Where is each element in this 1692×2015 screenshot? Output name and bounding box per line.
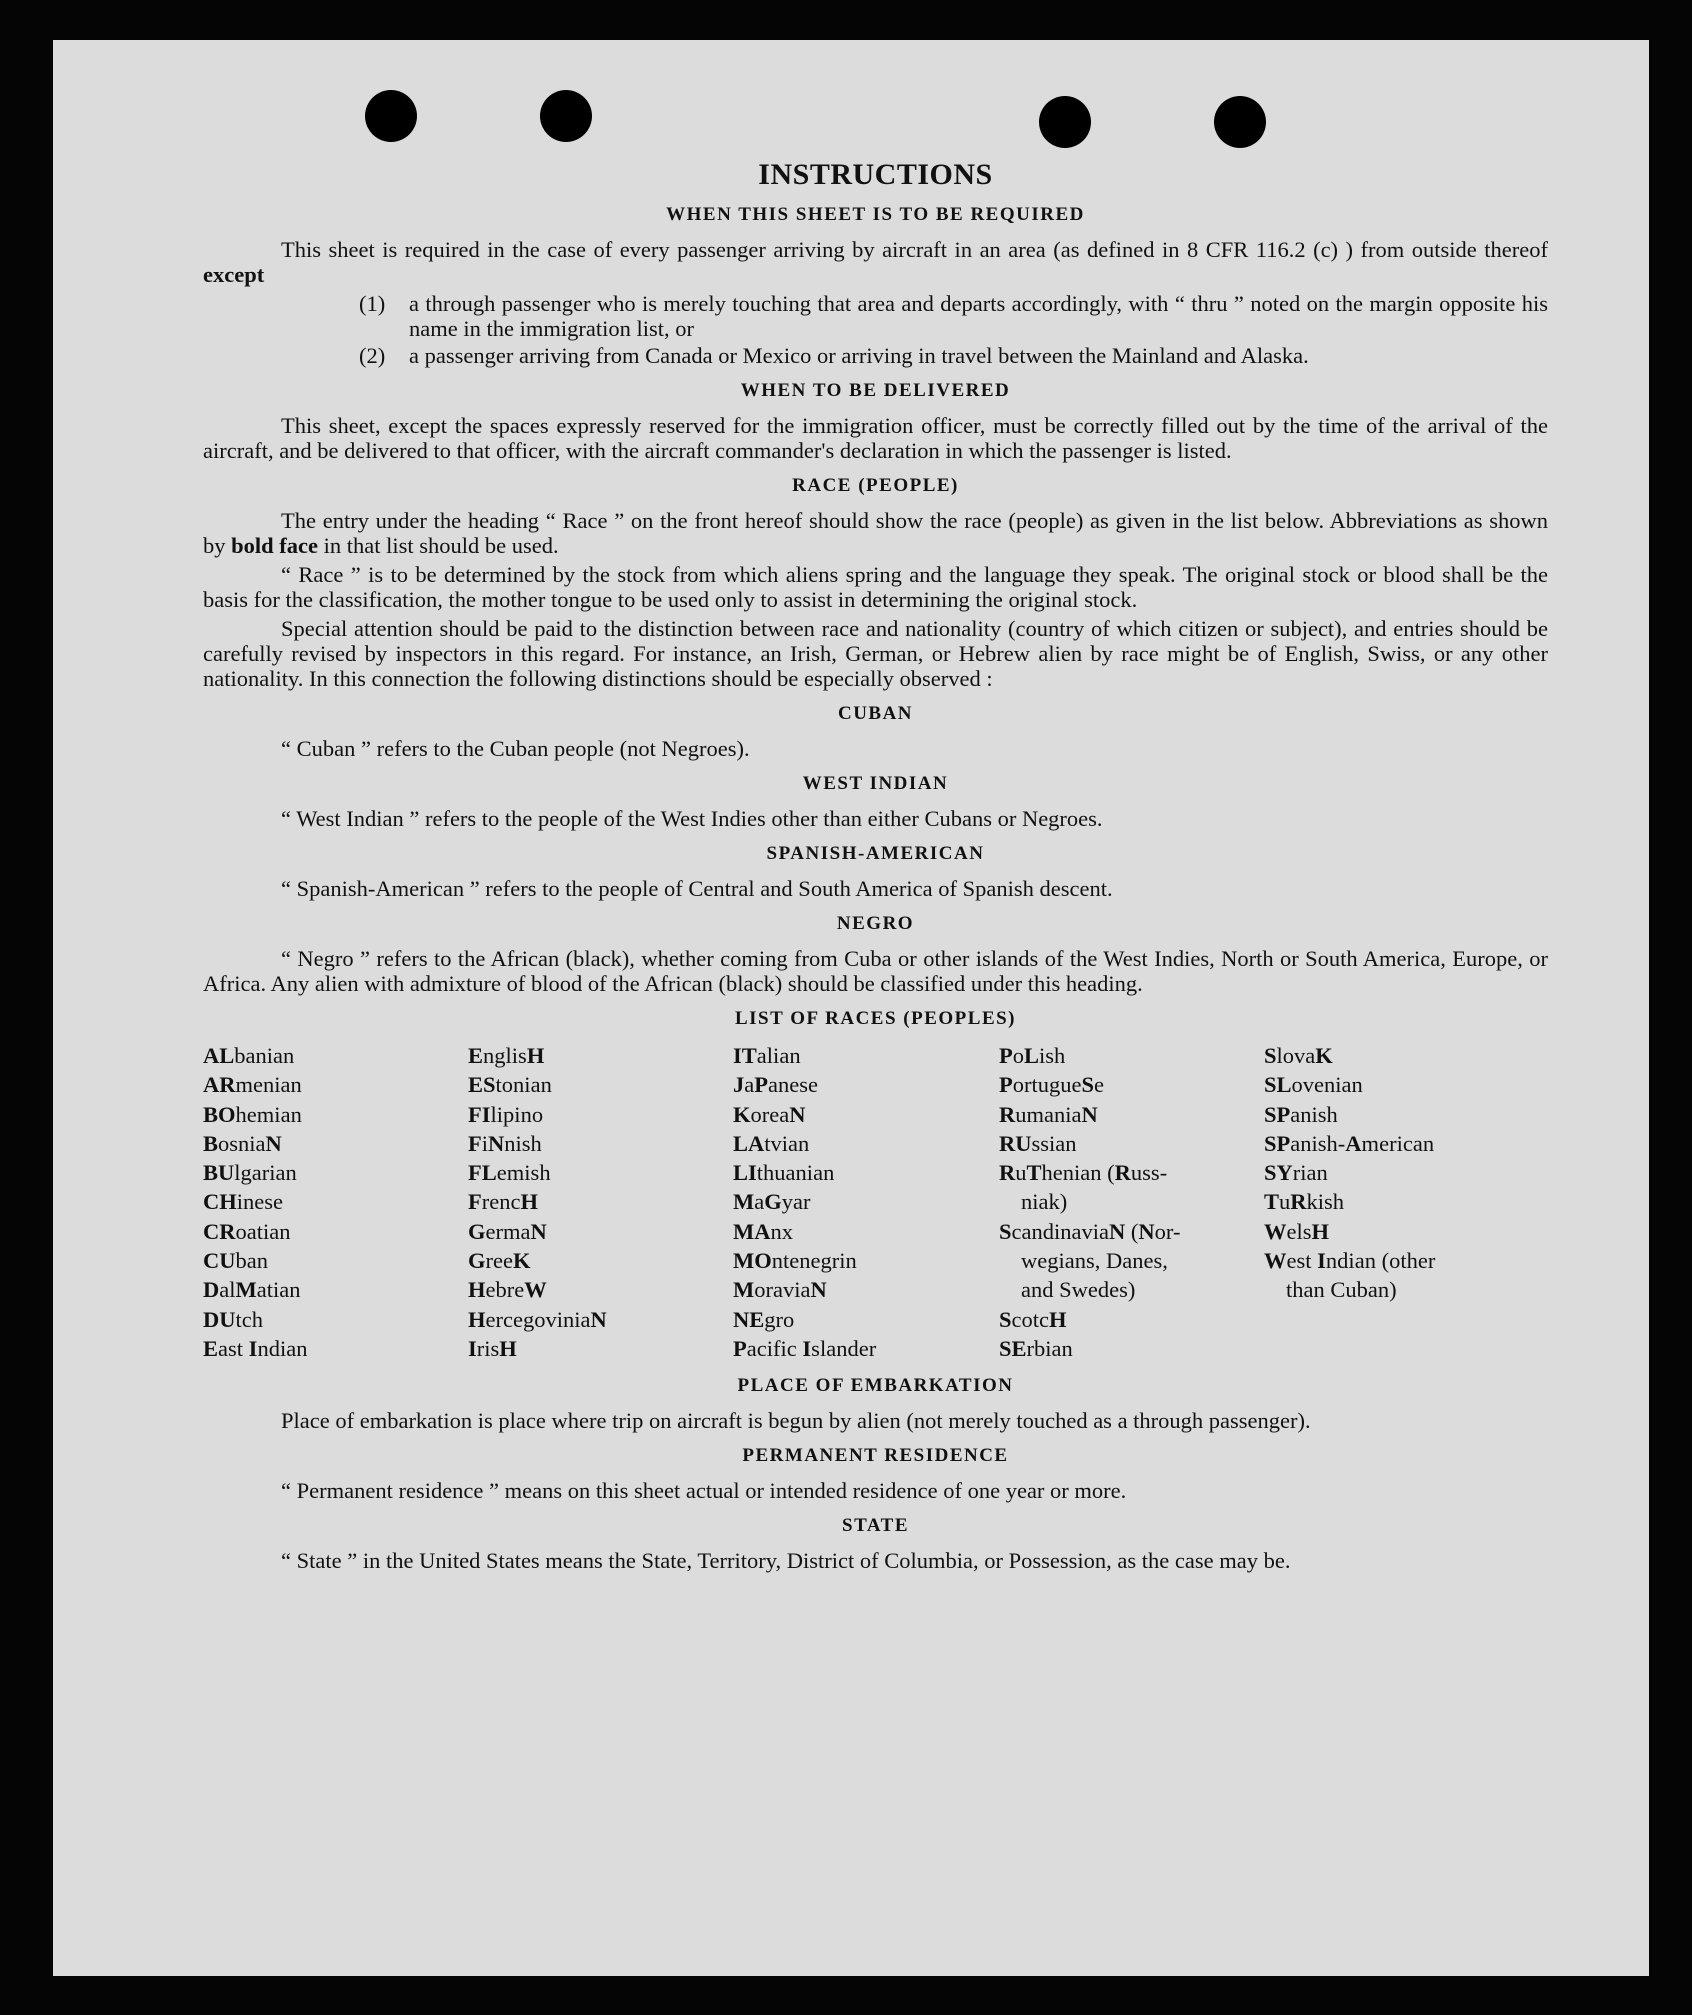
race-entry: ARmenian	[203, 1072, 302, 1098]
races-column	[203, 1041, 468, 1363]
race-entry: CRoatian	[203, 1218, 291, 1244]
race-entry: SPanish	[1264, 1101, 1338, 1127]
emphasis-text: bold face	[231, 533, 318, 558]
paragraph-when-required	[203, 237, 1548, 287]
paragraph-text: This sheet is required in the case of every passenger arriving by aircraft in an area (as defined in 8 CFR 116.2 (c) ) from outside thereof	[281, 237, 1548, 262]
race-entry: LAtvian	[733, 1130, 810, 1156]
race-entry: LIthuanian	[733, 1160, 835, 1186]
paragraph-place-of-embarkation: Place of embarkation is place where trip on aircraft is begun by alien (not merely touched as a through passenger).	[281, 1408, 1311, 1434]
race-entry: MaGyar	[733, 1189, 811, 1215]
paragraph-state: “ State ” in the United States means the State, Territory, District of Columbia, or Possession, as the case may be.	[281, 1548, 1291, 1574]
race-entry: RUssian	[999, 1130, 1077, 1156]
race-entry: BOhemian	[203, 1101, 302, 1127]
list-item-number: (1)	[359, 291, 386, 316]
race-entry: SLovenian	[1264, 1072, 1363, 1098]
section-heading-negro: NEGRO	[836, 913, 915, 934]
race-entry: GermaN	[468, 1218, 547, 1244]
race-entry: CUban	[203, 1248, 268, 1274]
paragraph-west-indian: “ West Indian ” refers to the people of the West Indies other than either Cubans or Negroes.	[281, 806, 1103, 831]
race-entry: GreeK	[468, 1248, 531, 1274]
paragraph-race-2: “ Race ” is to be determined by the stock from which aliens spring and the language they speak. The original stock or blood shall be the basis for the classification, the mother tongue to be used only to assist in determining the original stock.	[203, 562, 1548, 612]
punch-hole	[365, 90, 417, 142]
section-heading-cuban: CUBAN	[837, 703, 914, 724]
list-item-text: a passenger arriving from Canada or Mexico or arriving in travel between the Mainland and Alaska.	[409, 343, 1309, 368]
races-list	[203, 1041, 1548, 1363]
race-entry: Pacific Islander	[733, 1335, 877, 1361]
race-entry: ScotcH	[999, 1306, 1067, 1332]
list-item-number: (2)	[359, 343, 386, 368]
race-entry: JaPanese	[733, 1072, 819, 1098]
race-entry: MOntenegrin	[733, 1248, 857, 1274]
race-entry: CHinese	[203, 1189, 284, 1215]
race-entry: BUlgarian	[203, 1160, 297, 1186]
race-entry: DalMatian	[203, 1277, 301, 1303]
paragraph-when-delivered: This sheet, except the spaces expressly reserved for the immigration officer, must be correctly filled out by the time of the arrival of the aircraft, and be delivered to that officer, with the aircraft commander's declaration in which the passenger is listed.	[203, 413, 1548, 463]
race-entry: ITalian	[733, 1043, 801, 1068]
section-heading-spanish-american: SPANISH-AMERICAN	[766, 843, 985, 864]
section-heading-state: STATE	[842, 1515, 909, 1537]
paragraph-negro: “ Negro ” refers to the African (black), whether coming from Cuba or other islands of the West Indies, North or South America, Europe, or Africa. Any alien with admixture of blood of the African (black) should be classified under this heading.	[203, 946, 1548, 996]
race-entry: MoraviaN	[733, 1277, 827, 1303]
race-entry: FiNnish	[468, 1130, 542, 1156]
paragraph-text: in that list should be used.	[323, 533, 559, 558]
race-entry: SPanish-American	[1264, 1130, 1435, 1156]
punch-hole	[1039, 96, 1091, 148]
race-entry: SlovaK	[1264, 1043, 1333, 1068]
races-column	[999, 1041, 1264, 1363]
document-sheet	[53, 40, 1649, 1976]
race-entry: HebreW	[468, 1277, 547, 1303]
races-column	[468, 1041, 733, 1363]
race-entry: FLemish	[468, 1160, 551, 1186]
section-heading-when-delivered: WHEN TO BE DELIVERED	[740, 380, 1011, 401]
races-column	[733, 1041, 999, 1363]
races-column	[1264, 1041, 1548, 1363]
section-heading-west-indian: WEST INDIAN	[802, 773, 949, 794]
paragraph-cuban: “ Cuban ” refers to the Cuban people (not Negroes).	[281, 736, 750, 761]
list-item-text: a through passenger who is merely touching that area and departs accordingly, with “ thru ” noted on the margin opposite his name in the immigration list, or	[409, 291, 1548, 341]
race-entry: MAnx	[733, 1218, 793, 1244]
paragraph-spanish-american: “ Spanish-American ” refers to the people of Central and South America of Spanish descent.	[281, 876, 1113, 901]
section-heading-list-of-races: LIST OF RACES (PEOPLES)	[734, 1008, 1017, 1029]
page-title: INSTRUCTIONS	[758, 158, 993, 191]
section-heading-when-required: WHEN THIS SHEET IS TO BE REQUIRED	[666, 204, 1085, 225]
race-entry: PortugueSe	[999, 1072, 1105, 1098]
race-entry: HercegoviniaN	[468, 1306, 607, 1332]
section-heading-place-of-embarkation: PLACE OF EMBARKATION	[737, 1375, 1014, 1397]
race-entry: ALbanian	[203, 1043, 295, 1068]
section-heading-race: RACE (PEOPLE)	[792, 475, 959, 496]
race-entry: ScandinaviaN (Nor- wegians, Danes, and Swedes)	[999, 1218, 1181, 1303]
race-entry: WelsH	[1264, 1218, 1330, 1244]
race-entry: DUtch	[203, 1306, 264, 1332]
race-entry: EStonian	[468, 1072, 552, 1098]
paragraph-permanent-residence: “ Permanent residence ” means on this sheet actual or intended residence of one year or more.	[281, 1478, 1127, 1504]
list-item	[203, 343, 1548, 368]
punch-hole	[1214, 96, 1266, 148]
instructions-content	[203, 158, 1548, 1577]
race-entry: RuThenian (Russ- niak)	[999, 1160, 1168, 1215]
race-entry: East Indian	[203, 1335, 308, 1361]
race-entry: BosniaN	[203, 1130, 282, 1156]
race-entry: IrisH	[468, 1335, 517, 1361]
race-entry: PoLish	[999, 1043, 1066, 1068]
section-heading-permanent-residence: PERMANENT RESIDENCE	[742, 1445, 1009, 1467]
list-item	[203, 291, 1548, 341]
race-entry: NEgro	[733, 1306, 795, 1332]
punch-hole	[540, 90, 592, 142]
race-entry: FIlipino	[468, 1101, 544, 1127]
race-entry: FrencH	[468, 1189, 539, 1215]
paragraph-race-1	[203, 508, 1548, 558]
paragraph-race-3: Special attention should be paid to the distinction between race and nationality (country of which citizen or subject), and entries should be carefully revised by inspectors in this regard. For instance, an Irish, German, or Hebrew alien by race might be of English, Swiss, or any other nationality. In this connection the following distinctions should be especially observed :	[203, 616, 1548, 691]
race-entry: RumaniaN	[999, 1101, 1098, 1127]
race-entry: KoreaN	[733, 1101, 806, 1127]
race-entry: SYrian	[1264, 1160, 1328, 1186]
race-entry: West Indian (other than Cuban)	[1264, 1248, 1436, 1303]
emphasis-text: except	[203, 262, 265, 287]
race-entry: TuRkish	[1264, 1189, 1345, 1215]
race-entry: EnglisH	[468, 1043, 545, 1068]
paragraph-text: The entry under the heading “ Race ” on the front hereof should show the race (people) as given in the list below. Abbreviations as shown by	[203, 508, 1548, 558]
race-entry: SErbian	[999, 1335, 1073, 1361]
